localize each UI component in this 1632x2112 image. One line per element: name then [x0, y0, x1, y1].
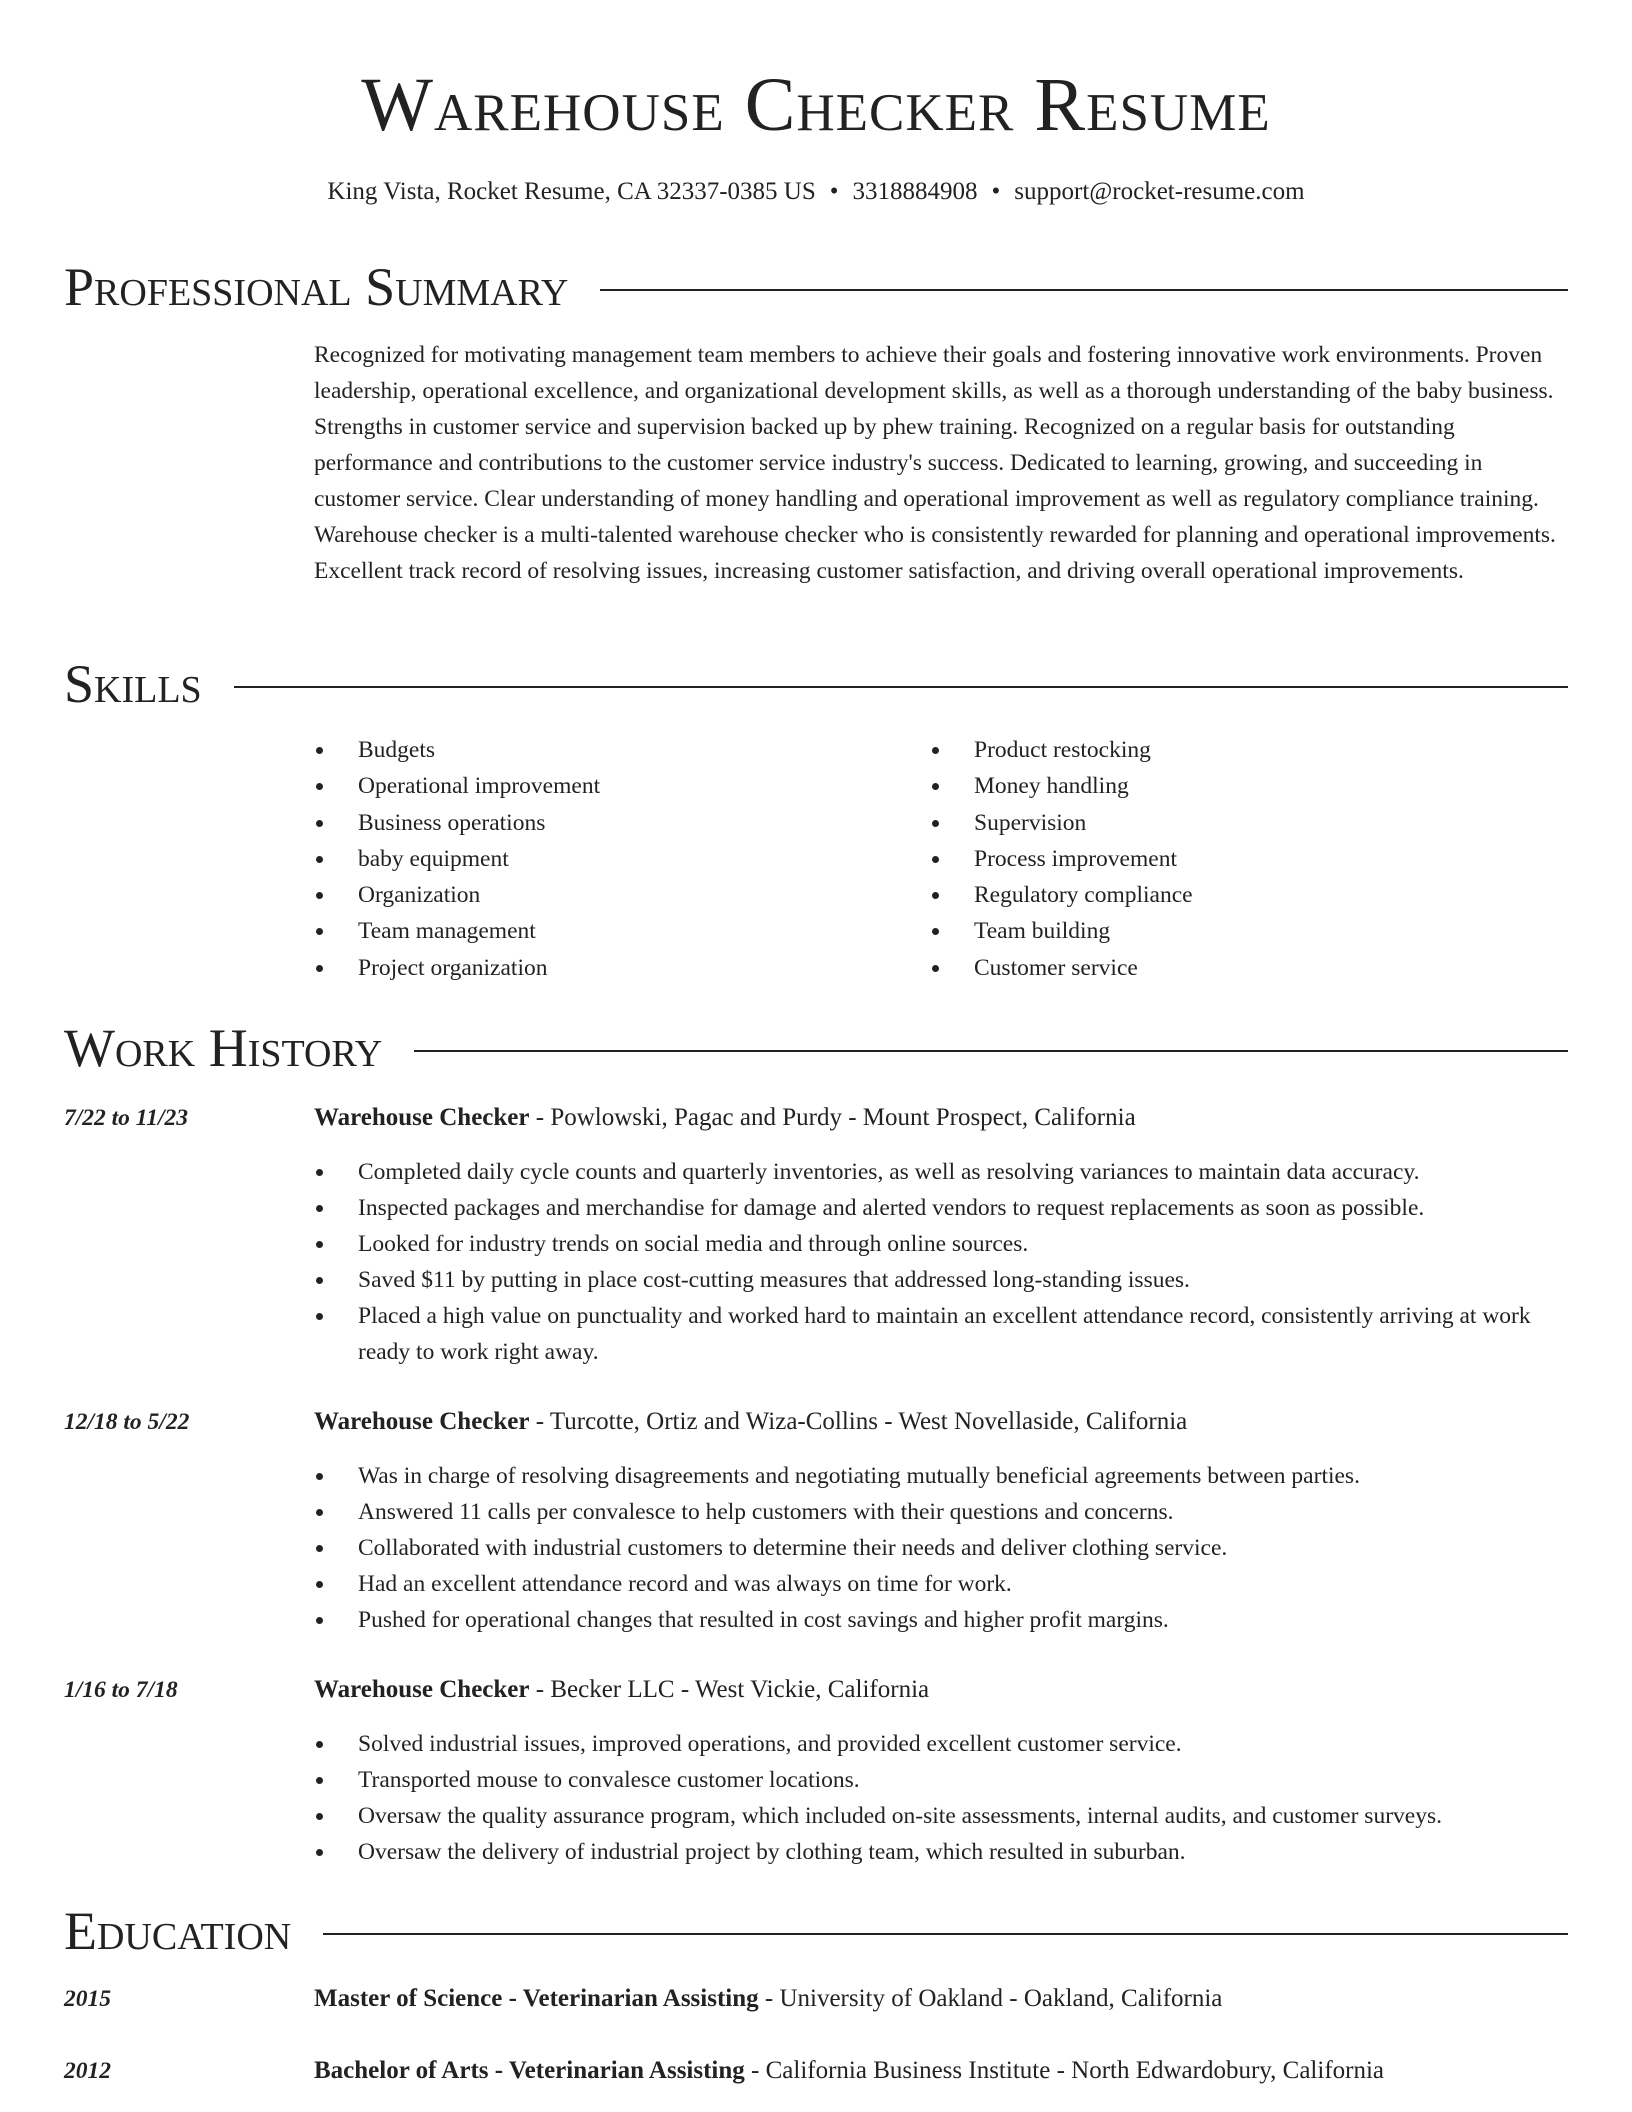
- job-bullets: [314, 1458, 1568, 1638]
- education-heading: [314, 1981, 1222, 2017]
- job-employer: - Powlowski, Pagac and Purdy - Mount Prospect, California: [529, 1104, 1136, 1131]
- section-title: Work History: [64, 1018, 383, 1078]
- job-bullet: • Solved industrial issues, improved operations, and provided excellent customer service.: [336, 1726, 1568, 1762]
- section-divider: [414, 1050, 1568, 1052]
- job-heading: [314, 1404, 1187, 1440]
- skill-item: • Process improvement: [952, 841, 1193, 877]
- summary-header: [64, 255, 1568, 319]
- contact-separator: •: [991, 178, 1001, 205]
- skill-item: • Business operations: [336, 805, 600, 841]
- contact-address: King Vista, Rocket Resume, CA 32337-0385 US: [327, 178, 816, 205]
- education-year: 2012: [64, 2058, 111, 2084]
- job-heading: [314, 1672, 929, 1708]
- section-title: Skills: [64, 654, 202, 714]
- work-history-section: [64, 1016, 1568, 1865]
- skill-item: • Team management: [336, 913, 600, 949]
- job-bullets: [314, 1726, 1568, 1870]
- job-bullet: • Placed a high value on punctuality and worked hard to maintain an excellent attendance record, consistently arriving at work ready to work right away.: [336, 1298, 1568, 1370]
- job-bullets: [314, 1154, 1568, 1370]
- education-entry: [64, 1981, 1568, 2017]
- education-entry: [64, 2053, 1568, 2089]
- skills-list-left: [314, 732, 600, 986]
- skill-item: • Supervision: [952, 805, 1193, 841]
- skills-section: [64, 652, 1568, 981]
- job-title: Warehouse Checker: [314, 1676, 530, 1703]
- contact-separator: •: [829, 178, 839, 205]
- job-dates: 1/16 to 7/18: [64, 1677, 178, 1703]
- section-divider: [600, 289, 1568, 291]
- education-section: [64, 1899, 1568, 2084]
- job-bullet: • Had an excellent attendance record and was always on time for work.: [336, 1566, 1568, 1602]
- job-bullet: • Inspected packages and merchandise for damage and alerted vendors to request replacements as soon as possible.: [336, 1190, 1568, 1226]
- education-degree: Master of Science - Veterinarian Assisting: [314, 1985, 759, 2012]
- job-bullet: • Oversaw the quality assurance program, which included on-site assessments, internal audits, and customer surveys.: [336, 1798, 1568, 1834]
- skill-item: • Customer service: [952, 950, 1193, 986]
- job-bullet: • Saved $11 by putting in place cost-cutting measures that addressed long-standing issues.: [336, 1262, 1568, 1298]
- job-dates: 12/18 to 5/22: [64, 1409, 190, 1435]
- job-title: Warehouse Checker: [314, 1104, 530, 1131]
- section-title: Professional Summary: [64, 257, 569, 317]
- job-bullet: • Was in charge of resolving disagreements and negotiating mutually beneficial agreements between parties.: [336, 1458, 1568, 1494]
- job-bullet: • Looked for industry trends on social media and through online sources.: [336, 1226, 1568, 1262]
- contact-email: support@rocket-resume.com: [1014, 178, 1305, 205]
- skill-item: • Regulatory compliance: [952, 877, 1193, 913]
- job-bullet: • Completed daily cycle counts and quarterly inventories, as well as resolving variances to maintain data accuracy.: [336, 1154, 1568, 1190]
- section-divider: [323, 1933, 1568, 1935]
- skill-item: • Budgets: [336, 732, 600, 768]
- job-heading: [314, 1100, 1136, 1136]
- job-bullet: • Oversaw the delivery of industrial project by clothing team, which resulted in suburban.: [336, 1834, 1568, 1870]
- education-heading: [314, 2053, 1384, 2089]
- education-header: [64, 1899, 1568, 1963]
- skill-item: • Money handling: [952, 768, 1193, 804]
- education-degree: Bachelor of Arts - Veterinarian Assisting: [314, 2057, 745, 2084]
- education-school: - University of Oakland - Oakland, California: [758, 1985, 1223, 2012]
- section-title: Education: [64, 1901, 292, 1961]
- work-history-header: [64, 1016, 1568, 1080]
- job-bullet: • Collaborated with industrial customers to determine their needs and deliver clothing service.: [336, 1530, 1568, 1566]
- skill-item: • baby equipment: [336, 841, 600, 877]
- job-employer: - Turcotte, Ortiz and Wiza-Collins - West Novellaside, California: [529, 1408, 1188, 1435]
- job-bullet: • Pushed for operational changes that resulted in cost savings and higher profit margins.: [336, 1602, 1568, 1638]
- skill-item: • Project organization: [336, 950, 600, 986]
- summary-text: Recognized for motivating management team members to achieve their goals and fostering innovative work environments. Proven leadership, operational excellence, and organizational development skills, as well as a thorough understanding of the baby business. Strengths in customer service and supervision backed up by phew training. Recognized on a regular basis for outstanding performance and contributions to the customer service industry's success. Dedicated to learning, growing, and succeeding in customer service. Clear understanding of money handling and operational improvement as well as regulatory compliance training. Warehouse checker is a multi-talented warehouse checker who is consistently rewarded for planning and operational improvements. Excellent track record of resolving issues, increasing customer satisfaction, and driving overall operational improvements.: [314, 342, 1556, 584]
- job-bullet: • Answered 11 calls per convalesce to help customers with their questions and concerns.: [336, 1494, 1568, 1530]
- summary-section: [64, 255, 1568, 584]
- section-divider: [234, 686, 1568, 688]
- skills-header: [64, 652, 1568, 716]
- job-employer: - Becker LLC - West Vickie, California: [529, 1676, 930, 1703]
- education-school: - California Business Institute - North Edwardobury, California: [744, 2057, 1385, 2084]
- resume-title: Warehouse Checker Resume: [361, 63, 1271, 147]
- skill-item: • Product restocking: [952, 732, 1193, 768]
- job-title: Warehouse Checker: [314, 1408, 530, 1435]
- job-dates: 7/22 to 11/23: [64, 1105, 189, 1131]
- skills-list-right: [930, 732, 1193, 986]
- skill-item: • Operational improvement: [336, 768, 600, 804]
- contact-line: [0, 176, 1632, 208]
- skill-item: • Team building: [952, 913, 1193, 949]
- contact-phone: 3318884908: [852, 178, 978, 205]
- education-year: 2015: [64, 1986, 111, 2012]
- job-bullet: • Transported mouse to convalesce customer locations.: [336, 1762, 1568, 1798]
- skill-item: • Organization: [336, 877, 600, 913]
